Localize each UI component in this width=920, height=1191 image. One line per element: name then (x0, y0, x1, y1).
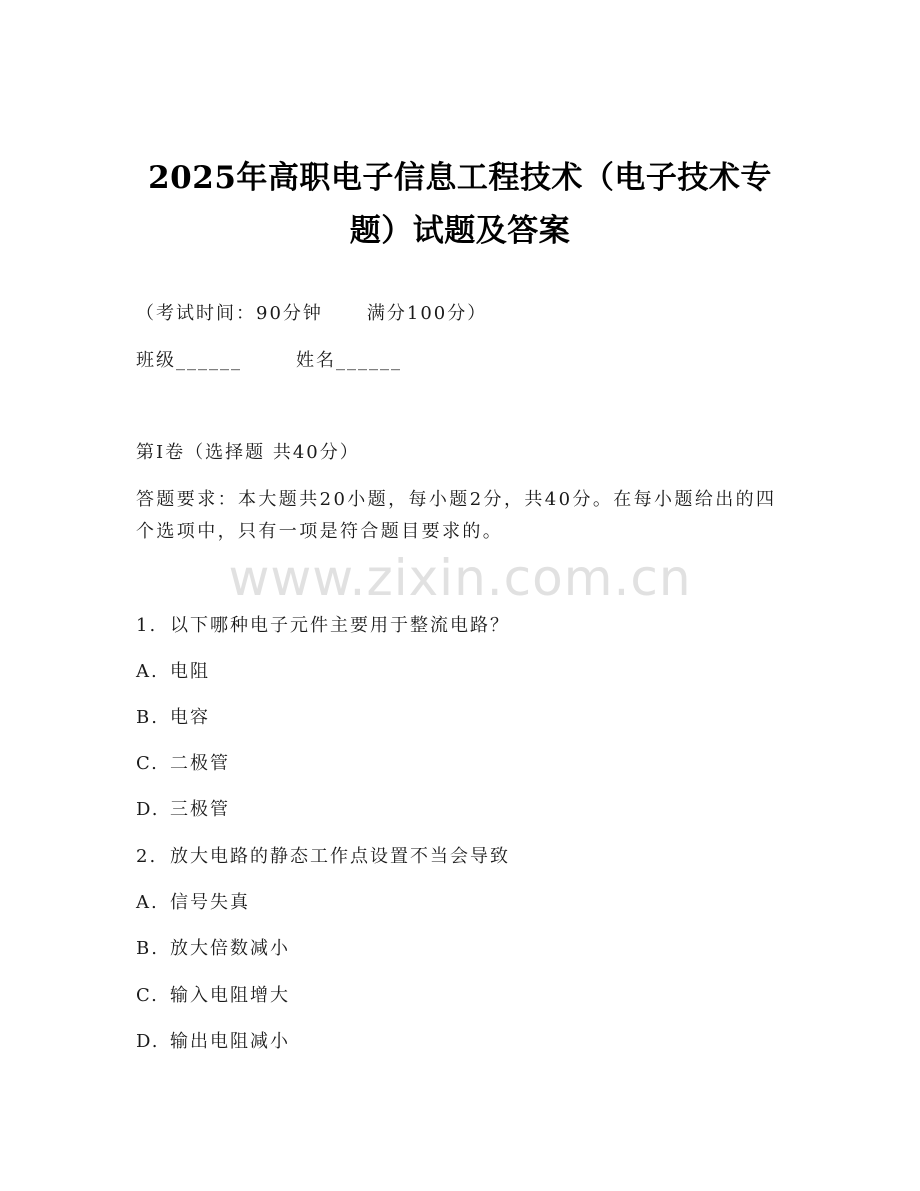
title-line-2: 题）试题及答案 (349, 213, 571, 249)
question-number: 1. (136, 615, 158, 636)
option-letter: D. (136, 1031, 160, 1052)
question-2-option-b (136, 937, 796, 961)
option-text: 输入电阻增大 (170, 985, 290, 1006)
option-letter: C. (136, 985, 159, 1006)
option-letter: C. (136, 753, 159, 774)
document-title (110, 152, 810, 258)
option-letter: A. (136, 892, 159, 913)
exam-full-score: 满分100分） (366, 303, 488, 324)
instructions: 答题要求：本大题共20小题，每小题2分，共40分。在每小题给出的四个选项中，只有一项是符合题目要求的。 (136, 489, 777, 542)
question-1-option-c (136, 752, 796, 776)
question-1-option-d (136, 798, 796, 822)
question-1-option-a (136, 660, 796, 684)
option-letter: A. (136, 661, 159, 682)
question-text: 放大电路的静态工作点设置不当会导致 (170, 846, 510, 867)
watermark: www.zixin.com.cn (228, 549, 692, 607)
option-text: 放大倍数减小 (170, 938, 290, 959)
option-text: 二极管 (170, 753, 230, 774)
question-2-option-d (136, 1030, 796, 1054)
option-letter: B. (136, 938, 159, 959)
option-letter: D. (136, 799, 160, 820)
exam-info (136, 302, 796, 326)
exam-time: （考试时间：90分钟 (136, 303, 323, 324)
question-1 (136, 614, 796, 638)
question-text: 以下哪种电子元件主要用于整流电路？ (170, 615, 510, 636)
question-2-option-a (136, 891, 796, 915)
option-letter: B. (136, 707, 159, 728)
class-field: 班级______ (136, 350, 242, 371)
option-text: 电阻 (170, 661, 210, 682)
question-1-option-b (136, 706, 796, 730)
section-heading: 第Ⅰ卷（选择题 共40分） (136, 442, 360, 463)
question-2-option-c (136, 984, 796, 1008)
student-fields (136, 349, 796, 373)
title-line-1: 2025年高职电子信息工程技术（电子技术专 (148, 160, 772, 196)
question-number: 2. (136, 846, 158, 867)
question-2 (136, 845, 796, 869)
option-text: 输出电阻减小 (170, 1031, 290, 1052)
name-field: 姓名______ (296, 350, 402, 371)
option-text: 三极管 (170, 799, 230, 820)
option-text: 电容 (170, 707, 210, 728)
option-text: 信号失真 (170, 892, 250, 913)
